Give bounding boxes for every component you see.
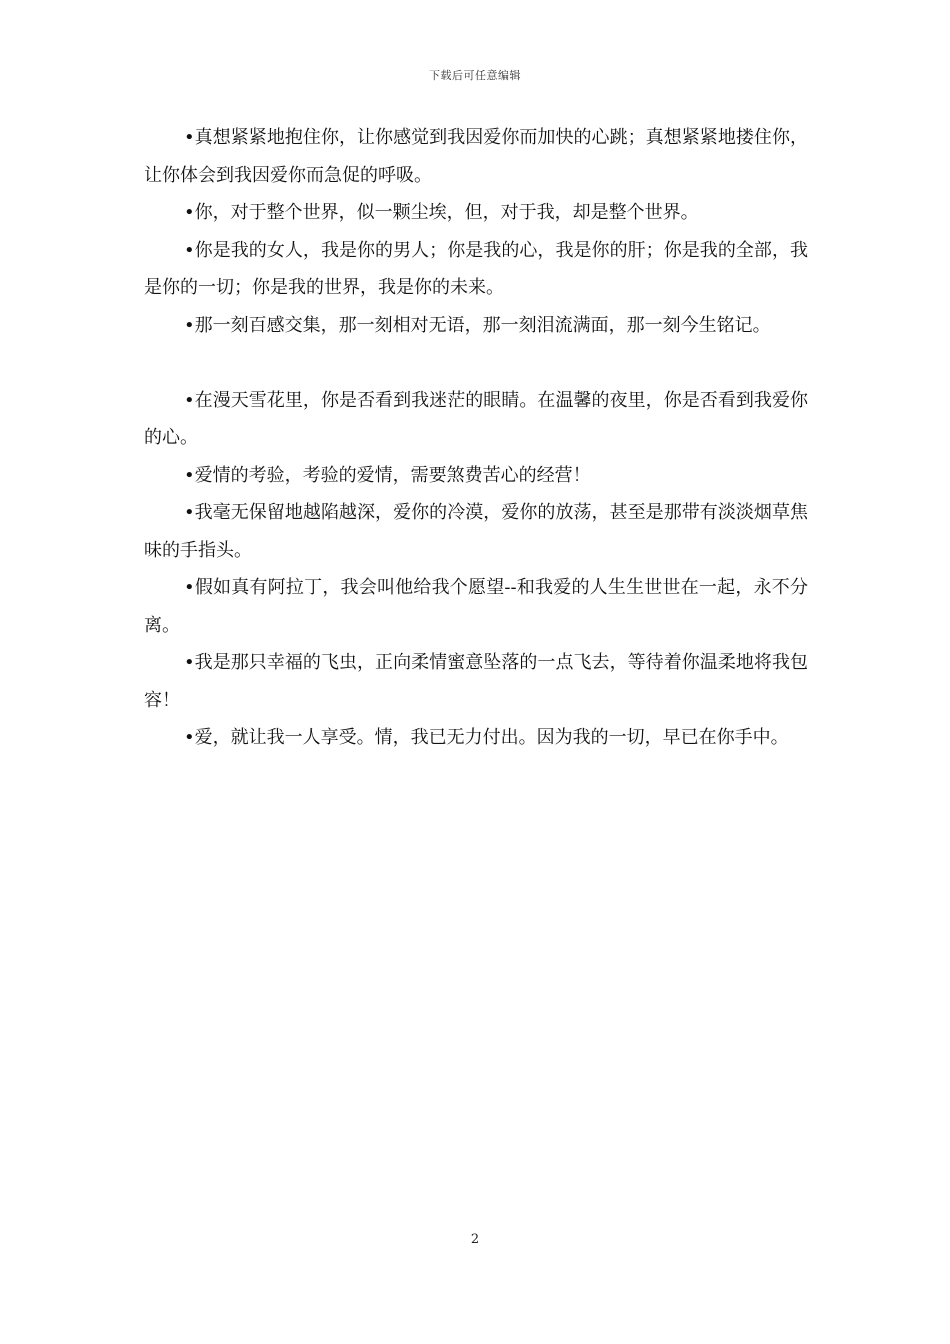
paragraph-1: •真想紧紧地抱住你，让你感觉到我因爱你而加快的心跳；真想紧紧地搂住你，让你体会到我因爱你而急促的呼吸。: [144, 127, 808, 186]
paragraph-8: •假如真有阿拉丁，我会叫他给我个愿望--和我爱的人生生世世在一起，永不分离。: [144, 577, 808, 636]
paragraph-5: •在漫天雪花里，你是否看到我迷茫的眼睛。在温馨的夜里，你是否看到我爱你的心。: [144, 389, 808, 448]
paragraph-10: •爱，就让我一人享受。情，我已无力付出。因为我的一切，早已在你手中。: [184, 727, 789, 748]
paragraph-4: •那一刻百感交集，那一刻相对无语，那一刻泪流满面，那一刻今生铭记。: [184, 314, 771, 336]
paragraph-7: •我毫无保留地越陷越深，爱你的冷漠，爱你的放荡，甚至是那带有淡淡烟草焦味的手指头。: [144, 502, 808, 561]
paragraph-2: •你，对于整个世界，似一颗尘埃，但，对于我，却是整个世界。: [184, 202, 699, 223]
paragraph-spacer: [144, 344, 808, 382]
document-body: [144, 119, 808, 757]
paragraph-9: •我是那只幸福的飞虫，正向柔情蜜意坠落的一点飞去，等待着你温柔地将我包容！: [144, 652, 808, 711]
paragraph-3: •你是我的女人，我是你的男人；你是我的心，我是你的肝；你是我的全部，我是你的一切；你是我的世界，我是你的未来。: [144, 239, 808, 298]
page-number: 2: [470, 1232, 480, 1247]
page-header: 下载后可任意编辑: [429, 69, 521, 82]
paragraph-6: •爱情的考验，考验的爱情，需要煞费苦心的经营！: [184, 464, 591, 486]
